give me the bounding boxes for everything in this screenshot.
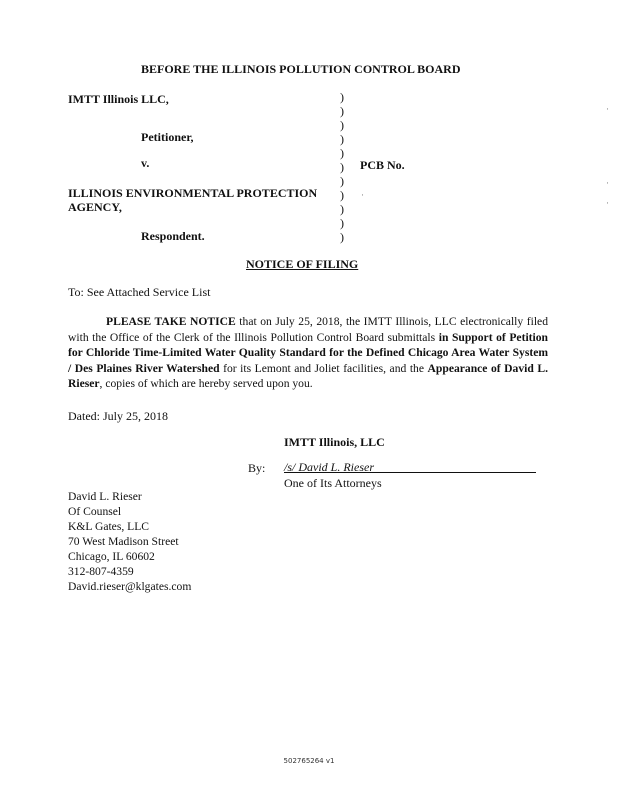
caption-paren: ) xyxy=(340,174,344,188)
counsel-email: David.rieser@klgates.com xyxy=(68,580,192,593)
respondent-name-line1: ILLINOIS ENVIRONMENTAL PROTECTION xyxy=(68,186,318,200)
electronic-signature: /s/ David L. Rieser xyxy=(284,460,374,474)
notice-body-part2: for its Lemont and Joliet facilities, and the xyxy=(219,361,428,375)
versus-label: v. xyxy=(141,156,150,170)
caption-paren: ) xyxy=(340,216,344,230)
counsel-title: Of Counsel xyxy=(68,505,122,518)
petitioner-role: Petitioner, xyxy=(141,130,194,144)
notice-heading: NOTICE OF FILING xyxy=(246,257,359,271)
counsel-phone: 312-807-4359 xyxy=(68,565,134,578)
service-list-line: To: See Attached Service List xyxy=(68,285,211,299)
scan-mark: · xyxy=(361,190,364,200)
dated-line: Dated: July 25, 2018 xyxy=(68,409,168,423)
scan-mark: · xyxy=(606,104,609,114)
signature-line xyxy=(284,472,536,473)
caption-paren: ) xyxy=(340,146,344,160)
petitioner-name: IMTT Illinois LLC, xyxy=(68,92,169,106)
notice-lead: PLEASE TAKE NOTICE xyxy=(106,315,236,328)
caption-paren: ) xyxy=(340,230,344,244)
caption-paren: ) xyxy=(340,132,344,146)
notice-body-part1: that on July 25, 2018, the IMTT Illinois, LLC electronically filed with the Office of the Clerk of the Illinois Pollution Control Board submittals xyxy=(68,315,548,344)
by-label: By: xyxy=(248,461,266,475)
document-id-footer: 502765264 v1 xyxy=(283,757,335,765)
scan-mark: · xyxy=(606,178,609,188)
caption-paren: ) xyxy=(340,90,344,104)
scan-mark: · xyxy=(606,198,609,208)
respondent-name-line2: AGENCY, xyxy=(68,200,122,214)
counsel-firm: K&L Gates, LLC xyxy=(68,520,150,533)
signatory-entity: IMTT Illinois, LLC xyxy=(284,435,385,449)
pcb-number-label: PCB No. xyxy=(360,158,405,172)
caption-paren: ) xyxy=(340,104,344,118)
notice-body-paragraph xyxy=(68,314,548,392)
notice-filing-title: in Support of Petition for Chloride Time-Limited Water Quality Standard for the Defined Chicago Area Water System / Des Plaines River Watershed xyxy=(68,330,548,375)
caption-paren: ) xyxy=(340,160,344,174)
signatory-role: One of Its Attorneys xyxy=(284,476,382,490)
caption-paren: ) xyxy=(340,118,344,132)
counsel-street: 70 West Madison Street xyxy=(68,535,179,548)
notice-body-part3: , copies of which are hereby served upon you. xyxy=(99,377,313,390)
notice-appearance: Appearance of David L. Rieser xyxy=(68,361,548,390)
caption-paren: ) xyxy=(340,202,344,216)
counsel-city: Chicago, IL 60602 xyxy=(68,550,155,563)
caption-paren: ) xyxy=(340,188,344,202)
document-title: BEFORE THE ILLINOIS POLLUTION CONTROL BOARD xyxy=(141,62,461,76)
counsel-name: David L. Rieser xyxy=(68,490,142,503)
respondent-role: Respondent. xyxy=(141,229,205,243)
